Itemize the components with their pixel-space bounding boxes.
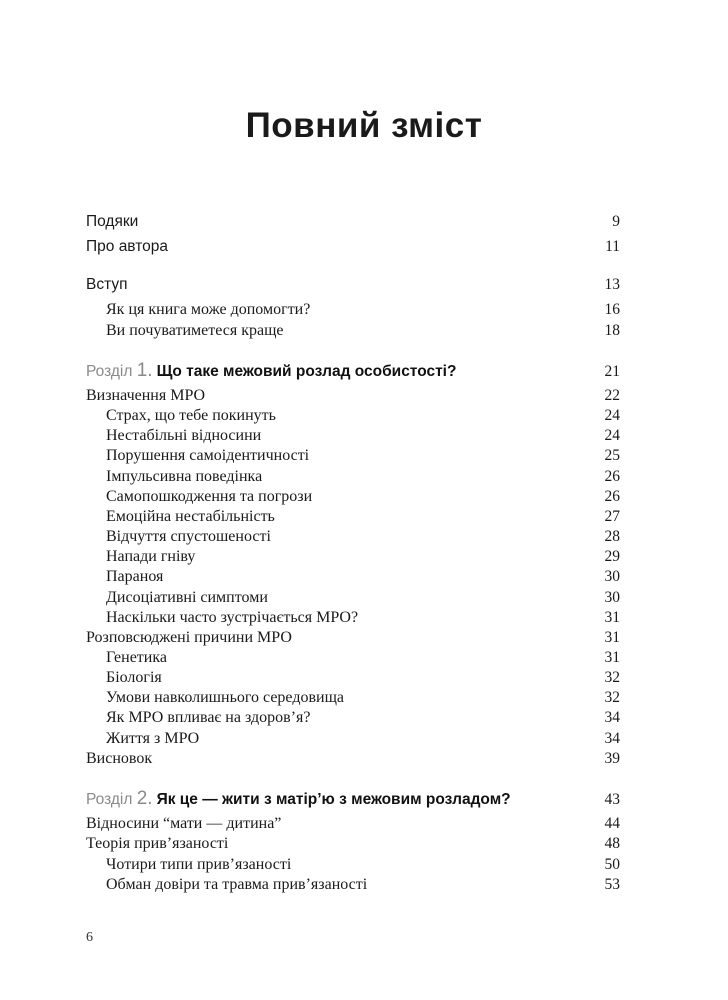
chapter-title: Що таке межовий розлад особистості? — [156, 363, 457, 380]
toc-entry-label: Як ця книга може допомогти? — [106, 301, 311, 318]
toc-entry[interactable] — [106, 708, 620, 728]
toc-entry-label: Обман довіри та травма прив’язаності — [106, 875, 368, 893]
toc-entry[interactable] — [106, 446, 620, 466]
toc-entry[interactable] — [106, 588, 620, 608]
toc-entry[interactable] — [106, 426, 620, 446]
toc-entry-label: Порушення самоідентичності — [106, 447, 310, 465]
toc-entry-label: Відчуття спустошеності — [106, 528, 271, 546]
toc-entry-label: Ви почуватиметеся краще — [106, 322, 284, 339]
toc-entry-page: 26 — [604, 487, 620, 505]
toc-entry-label: Умови навколишнього середовища — [106, 689, 344, 707]
toc-entry-page: 31 — [604, 628, 620, 646]
toc-entry[interactable] — [106, 855, 620, 875]
toc-entry[interactable] — [86, 749, 620, 769]
toc-entry-label: Життя з МРО — [106, 729, 200, 747]
chapter-title: Як це — жити з матір’ю з межовим розладом? — [156, 791, 511, 808]
toc-entry-page: 24 — [604, 427, 620, 445]
toc-entry-page: 32 — [604, 689, 620, 707]
toc-entry-label: Висновок — [86, 749, 153, 767]
toc-entry-page: 16 — [604, 301, 620, 318]
toc-entry-page: 22 — [604, 387, 620, 404]
toc-entry-page: 28 — [604, 528, 620, 546]
chapter-heading — [86, 361, 456, 382]
toc-entry-page: 53 — [604, 875, 620, 893]
toc-entry-page: 30 — [604, 588, 620, 606]
page-title: Повний зміст — [245, 106, 483, 145]
toc-entry-page: 26 — [604, 467, 620, 485]
toc-entry-label: Самопошкодження та погрози — [106, 487, 313, 505]
toc-entry[interactable] — [106, 527, 620, 547]
chapter-prefix: Розділ — [86, 791, 137, 808]
toc-entry-intro-item[interactable] — [106, 300, 620, 320]
toc-entry-label: Теорія прив’язаності — [86, 835, 229, 853]
toc-entry[interactable] — [106, 648, 620, 668]
toc-entry-label: Імпульсивна поведінка — [106, 467, 263, 485]
toc-entry-acknowledgements[interactable] — [86, 212, 620, 232]
toc-entry-page: 43 — [604, 791, 620, 808]
toc-entry-page: 24 — [604, 407, 620, 425]
toc-chapter-2[interactable] — [86, 789, 620, 810]
toc-entry-label: Вступ — [86, 276, 128, 293]
toc-entry-page: 27 — [604, 507, 620, 525]
toc-entry-label: Біологія — [106, 669, 162, 687]
toc-entry-page: 25 — [604, 447, 620, 465]
toc-entry[interactable] — [106, 567, 620, 587]
toc-entry-page: 30 — [604, 568, 620, 586]
toc-entry[interactable] — [86, 834, 620, 854]
chapter-heading — [86, 789, 511, 810]
toc-entry[interactable] — [106, 467, 620, 487]
chapter-number: 2. — [136, 788, 153, 809]
toc-entry-label: Чотири типи прив’язаності — [106, 855, 292, 873]
toc-entry-page: 9 — [612, 213, 620, 230]
toc-entry-label: Про автора — [86, 238, 168, 255]
toc-entry-label: Емоційна нестабільність — [106, 507, 275, 525]
chapter-number: 1. — [136, 360, 153, 381]
toc-entry[interactable] — [86, 628, 620, 648]
toc-entry[interactable] — [106, 875, 620, 895]
toc-entry-page: 32 — [604, 669, 620, 687]
toc-entry-label: Як МРО впливає на здоров’я? — [106, 709, 311, 727]
toc-entry-label: Страх, що тебе покинуть — [106, 407, 276, 425]
toc-chapter-1[interactable] — [86, 361, 620, 382]
toc-entry[interactable] — [106, 487, 620, 507]
toc-entry-page: 34 — [604, 729, 620, 747]
toc-entry-page: 13 — [604, 276, 620, 293]
toc-entry-page: 39 — [604, 749, 620, 767]
toc-entry-label: Параноя — [106, 568, 164, 586]
page-number: 6 — [86, 930, 93, 945]
chapter-prefix: Розділ — [86, 363, 137, 380]
toc-entry-page: 29 — [604, 548, 620, 566]
toc-entry[interactable] — [106, 668, 620, 688]
toc-entry-label: Визначення МРО — [86, 387, 206, 404]
toc-entry-intro[interactable] — [86, 275, 620, 295]
toc-entry-label: Генетика — [106, 648, 167, 666]
toc-entry-page: 21 — [604, 363, 620, 380]
toc-entry[interactable] — [106, 688, 620, 708]
toc-entry[interactable] — [86, 814, 620, 834]
toc-entry[interactable] — [106, 729, 620, 749]
toc-entry[interactable] — [106, 547, 620, 567]
toc-entry-page: 31 — [604, 608, 620, 626]
toc-entry-page: 31 — [604, 648, 620, 666]
toc-entry-about-author[interactable] — [86, 237, 620, 257]
toc-entry[interactable] — [106, 507, 620, 527]
toc-entry[interactable] — [86, 386, 620, 406]
toc-entry-page: 44 — [604, 815, 620, 832]
toc-entry-intro-item[interactable] — [106, 321, 620, 341]
toc-entry-label: Розповсюджені причини МРО — [86, 628, 292, 646]
toc-entry[interactable] — [106, 406, 620, 426]
toc-entry-label: Напади гніву — [106, 548, 196, 566]
toc-entry-page: 48 — [604, 835, 620, 853]
toc-entry-label: Нестабільні відносини — [106, 427, 262, 445]
toc-entry-label: Наскільки часто зустрічається МРО? — [106, 608, 359, 626]
toc-entry-page: 50 — [604, 855, 620, 873]
toc-entry[interactable] — [106, 608, 620, 628]
toc-entry-label: Подяки — [86, 213, 139, 230]
toc-entry-page: 11 — [605, 238, 620, 255]
toc-entry-label: Дисоціативні симптоми — [106, 588, 268, 606]
toc-entry-label: Відносини “мати — дитина” — [86, 815, 282, 832]
toc-entry-page: 34 — [604, 709, 620, 727]
toc-entry-page: 18 — [604, 322, 620, 339]
